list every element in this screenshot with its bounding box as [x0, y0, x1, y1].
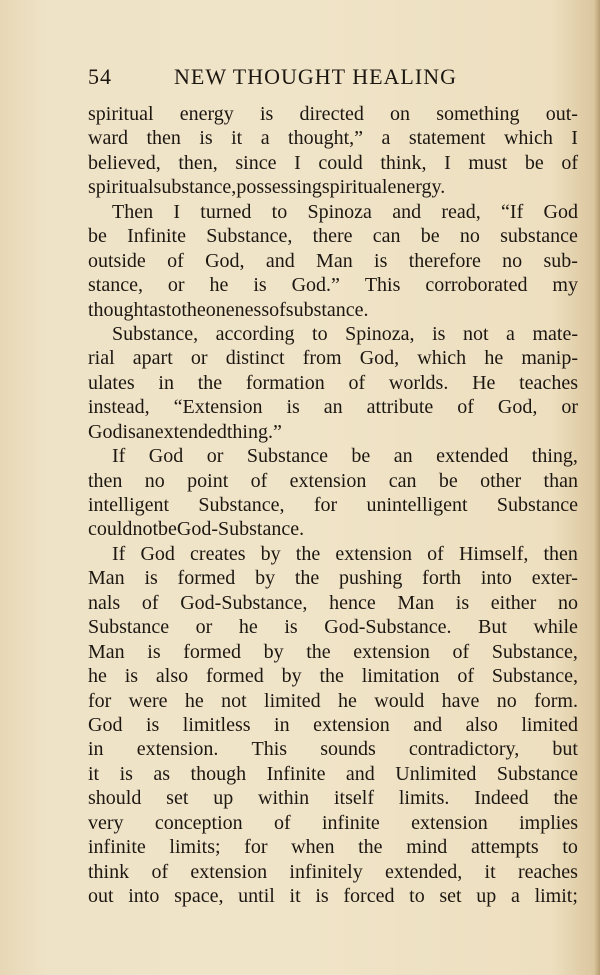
word: Infinite — [266, 762, 326, 785]
word: of — [151, 860, 169, 883]
word: and — [392, 200, 422, 223]
text-line — [88, 542, 578, 566]
word: than — [543, 469, 578, 492]
word: God — [148, 445, 184, 468]
text-line — [88, 126, 578, 150]
word: can — [372, 225, 401, 248]
word: up — [213, 787, 234, 810]
word: limited — [521, 713, 578, 736]
word: is — [432, 322, 446, 345]
word: and — [413, 713, 443, 736]
word: but — [552, 738, 578, 761]
word: reaches — [517, 860, 578, 883]
word: read, — [441, 200, 481, 223]
word: spiritual — [88, 103, 154, 125]
word: and — [265, 249, 295, 272]
word: when — [291, 836, 335, 859]
word: statement — [408, 127, 486, 150]
word: “Extension — [173, 396, 263, 419]
word: the — [295, 542, 321, 565]
text-line — [88, 786, 578, 810]
word: is — [147, 640, 161, 663]
word: or — [190, 347, 208, 370]
page-header — [88, 60, 578, 94]
text-line — [88, 420, 578, 444]
word: God — [88, 713, 123, 736]
word: be — [438, 469, 458, 492]
word: extension — [289, 469, 367, 492]
word: also — [465, 713, 498, 736]
word: limitless — [182, 713, 251, 736]
word: God — [88, 420, 123, 443]
word: Man — [397, 591, 435, 614]
word: Then — [112, 200, 154, 223]
word: outside — [88, 249, 146, 272]
word: then — [543, 542, 578, 565]
word: according — [215, 322, 295, 345]
word: exter- — [531, 567, 578, 590]
word: mate- — [532, 322, 578, 345]
word: Spinoza — [307, 200, 372, 223]
word: up — [476, 885, 497, 907]
word: the — [553, 787, 578, 810]
word: of — [457, 396, 474, 419]
word: spiritual — [321, 176, 388, 199]
word: think, — [380, 151, 427, 174]
word: Man — [88, 640, 125, 663]
word: God-Substance. — [176, 518, 305, 541]
word: is — [284, 616, 298, 639]
word: substance, — [153, 176, 237, 199]
word: must — [468, 151, 508, 174]
word: instead, — [88, 396, 150, 419]
word: rial — [88, 347, 115, 370]
word: not — [462, 322, 489, 345]
word: possessing — [236, 176, 322, 199]
word: to — [165, 298, 182, 321]
text-line — [88, 102, 578, 126]
word: though — [190, 762, 247, 785]
word: to — [312, 322, 328, 345]
word: extension. — [136, 738, 219, 761]
word: thing.” — [226, 420, 282, 443]
word: contradictory, — [408, 738, 520, 761]
word: can — [388, 469, 417, 492]
word: be — [88, 225, 107, 248]
word: formed — [177, 567, 236, 590]
word: a — [510, 885, 520, 907]
word: point — [187, 469, 229, 492]
word: no — [459, 225, 480, 248]
word: to — [409, 885, 425, 907]
word: not — [221, 689, 247, 712]
word: as — [149, 298, 166, 321]
word: therefore — [408, 249, 481, 272]
word: This — [364, 274, 401, 297]
text-line — [88, 322, 578, 346]
word: extended — [436, 445, 509, 468]
word: into — [480, 567, 512, 590]
word: Substance — [496, 762, 578, 785]
word: extended — [154, 420, 227, 443]
text-line — [88, 469, 578, 493]
word: Spinoza, — [345, 322, 415, 345]
word: conception — [154, 811, 243, 834]
word: or — [195, 616, 213, 639]
word: to — [271, 200, 288, 223]
word: is — [286, 396, 300, 419]
word: ulates — [88, 371, 135, 394]
word: But — [478, 616, 507, 639]
word: since — [235, 151, 277, 174]
word: he — [238, 616, 258, 639]
word: Substance — [496, 494, 578, 516]
body-text — [88, 102, 578, 908]
word: attempts — [470, 836, 539, 859]
word: or — [561, 396, 578, 419]
text-line — [88, 395, 578, 419]
word: is — [124, 665, 139, 688]
text-line — [88, 737, 578, 761]
word: energy — [179, 103, 234, 125]
word: think — [88, 860, 130, 883]
word: hence — [329, 591, 376, 614]
text-line — [88, 762, 578, 786]
word: substance. — [285, 298, 369, 321]
word: Indeed — [474, 787, 529, 810]
word: while — [533, 616, 578, 639]
word: corroborated — [425, 274, 528, 297]
word: implies — [519, 811, 578, 834]
word: is — [145, 713, 160, 736]
word: creates — [190, 542, 246, 565]
word: sub- — [543, 249, 578, 272]
word: he — [184, 689, 204, 712]
word: nals — [88, 591, 121, 614]
word: of — [167, 249, 184, 272]
text-line — [88, 835, 578, 859]
word: there — [312, 225, 353, 248]
word: space, — [174, 885, 224, 907]
word: I — [444, 151, 451, 174]
word: and — [345, 762, 375, 785]
word: the — [319, 665, 344, 688]
text-line — [88, 493, 578, 517]
word: he — [338, 689, 357, 712]
word: of — [457, 665, 475, 688]
word: could — [318, 151, 363, 174]
word: be — [351, 445, 371, 468]
text-line — [88, 346, 578, 370]
word: in — [274, 713, 290, 736]
word: Unlimited — [395, 762, 477, 785]
word: or — [167, 274, 185, 297]
word: on — [390, 103, 411, 125]
word: oneness — [205, 298, 270, 321]
word: thing, — [531, 445, 578, 468]
page-edge-shadow — [594, 0, 600, 975]
word: the — [294, 567, 320, 590]
word: sounds — [320, 738, 376, 761]
word: then, — [178, 151, 218, 174]
word: it — [484, 860, 496, 883]
word: could — [88, 518, 133, 541]
text-line — [88, 273, 578, 297]
word: apart — [132, 347, 173, 370]
word: is — [455, 591, 470, 614]
text-line — [88, 615, 578, 639]
word: have — [441, 689, 480, 712]
word: substance — [500, 225, 578, 248]
word: for — [244, 836, 268, 859]
word: to — [562, 836, 578, 859]
word: no — [502, 249, 523, 272]
word: Man — [316, 249, 353, 272]
word: formed — [205, 665, 264, 688]
text-line — [88, 664, 578, 688]
text-line — [88, 860, 578, 884]
word: the — [181, 298, 206, 321]
word: Substance, — [198, 494, 285, 516]
word: by — [255, 567, 276, 590]
text-line — [88, 224, 578, 248]
word: of — [452, 640, 470, 663]
word: manip- — [521, 347, 578, 370]
word: believed, — [88, 151, 161, 174]
running-title: NEW THOUGHT HEALING — [174, 64, 457, 89]
word: into — [128, 885, 160, 907]
word: Substance, — [491, 665, 578, 688]
word: my — [552, 274, 578, 297]
word: thought,” — [288, 127, 364, 150]
word: Infinite — [127, 225, 186, 248]
word: no — [144, 469, 165, 492]
word: pushing — [339, 567, 403, 590]
word: also — [155, 665, 189, 688]
word: is — [259, 103, 274, 125]
word: is — [122, 420, 136, 443]
word: were — [128, 689, 168, 712]
word: be — [420, 225, 440, 248]
word: Substance, — [491, 640, 578, 663]
word: out — [88, 885, 114, 907]
word: Himself, — [458, 542, 529, 565]
word: it — [289, 885, 301, 907]
word: until — [238, 885, 275, 907]
word: mind — [406, 836, 448, 859]
word: he — [88, 665, 107, 688]
word: of — [141, 591, 159, 614]
word: of — [427, 542, 444, 565]
word: which — [417, 347, 467, 370]
text-line — [88, 298, 578, 322]
text-line — [88, 175, 578, 199]
word: the — [197, 371, 223, 394]
word: This — [251, 738, 288, 761]
word: energy. — [387, 176, 446, 199]
text-line — [88, 811, 578, 835]
word: would — [374, 689, 425, 712]
text-line — [88, 689, 578, 713]
word: God — [543, 200, 578, 223]
word: the — [306, 640, 331, 663]
word: extension — [411, 811, 488, 834]
word: by — [263, 640, 284, 663]
word: limited — [264, 689, 321, 712]
word: is — [315, 885, 329, 907]
word: from — [302, 347, 342, 370]
text-line — [88, 591, 578, 615]
word: then — [146, 127, 181, 150]
word: If — [112, 542, 126, 565]
word: Substance — [246, 445, 328, 468]
word: Substance, — [112, 322, 199, 345]
word: limit; — [534, 885, 578, 907]
word: infinite — [322, 811, 380, 834]
word: is — [253, 274, 267, 297]
word: extended, — [385, 860, 463, 883]
word: formed — [183, 640, 241, 663]
word: other — [480, 469, 522, 492]
text-line — [88, 444, 578, 468]
word: I — [571, 127, 578, 150]
word: attribute — [366, 396, 434, 419]
word: of — [269, 298, 286, 321]
word: for — [313, 494, 338, 516]
word: a — [260, 127, 270, 150]
text-line — [88, 884, 578, 908]
word: is — [144, 567, 158, 590]
page-number: 54 — [88, 64, 112, 89]
text-line — [88, 249, 578, 273]
word: in — [88, 738, 104, 761]
word: either — [490, 591, 537, 614]
word: form. — [534, 689, 578, 712]
word: of — [250, 469, 268, 492]
word: itself — [334, 787, 374, 810]
word: is — [119, 762, 133, 785]
word: extension — [335, 542, 413, 565]
word: God, — [359, 347, 400, 370]
word: God-Substance. — [324, 616, 452, 639]
word: formation — [245, 371, 325, 394]
word: limits. — [398, 787, 450, 810]
word: stance, — [88, 274, 143, 297]
word: intelligent — [88, 494, 170, 516]
word: extension — [353, 640, 430, 663]
word: which — [503, 127, 553, 150]
word: of — [273, 811, 291, 834]
word: Man — [88, 567, 125, 590]
word: an — [323, 396, 343, 419]
word: spiritual — [88, 176, 154, 199]
word: an — [135, 420, 155, 443]
word: a — [381, 127, 391, 150]
word: is — [374, 249, 388, 272]
word: in — [158, 371, 174, 394]
word: He — [472, 371, 496, 394]
text-line — [88, 151, 578, 175]
text-line — [88, 517, 578, 541]
word: no — [557, 591, 578, 614]
word: set — [166, 787, 189, 810]
word: is — [199, 127, 213, 150]
word: directed — [299, 103, 364, 125]
word: forth — [422, 567, 462, 590]
word: thought — [88, 298, 150, 321]
text-line — [88, 371, 578, 395]
word: Substance, — [206, 225, 293, 248]
word: infinite — [88, 836, 146, 859]
word: God — [140, 542, 175, 565]
word: ward — [88, 127, 128, 150]
word: be — [524, 151, 544, 174]
word: limits; — [169, 836, 221, 859]
word: of — [561, 151, 578, 174]
word: extension — [190, 860, 268, 883]
word: God, — [205, 249, 245, 272]
word: then — [88, 469, 123, 492]
word: If — [112, 445, 126, 468]
text-line — [88, 566, 578, 590]
word: “If — [501, 200, 524, 223]
word: he — [484, 347, 504, 370]
word: he — [209, 274, 229, 297]
word: no — [496, 689, 517, 712]
word: forced — [343, 885, 395, 907]
word: something — [436, 103, 520, 125]
word: I — [294, 151, 301, 174]
word: God.” — [291, 274, 340, 297]
text-line — [88, 640, 578, 664]
word: within — [258, 787, 310, 810]
word: set — [439, 885, 462, 907]
word: turned — [200, 200, 252, 223]
word: teaches — [519, 371, 578, 394]
word: unintelligent — [366, 494, 468, 516]
word: it — [88, 762, 100, 785]
word: worlds. — [388, 371, 449, 394]
word: limitation — [361, 665, 440, 688]
word: of — [348, 371, 366, 394]
word: God, — [497, 396, 538, 419]
word: I — [173, 200, 181, 223]
word: by — [260, 542, 281, 565]
word: be — [158, 518, 177, 541]
word: very — [88, 811, 124, 834]
word: the — [358, 836, 383, 859]
word: a — [506, 322, 515, 345]
word: Substance — [88, 616, 170, 639]
word: as — [153, 762, 171, 785]
word: infinitely — [289, 860, 363, 883]
word: or — [206, 445, 224, 468]
word: not — [132, 518, 158, 541]
word: out- — [545, 103, 578, 125]
word: an — [393, 445, 413, 468]
text-line — [88, 200, 578, 224]
word: distinct — [225, 347, 285, 370]
word: for — [88, 689, 112, 712]
word: should — [88, 787, 142, 810]
word: extension — [313, 713, 390, 736]
text-line — [88, 713, 578, 737]
word: God-Substance, — [180, 591, 308, 614]
word: by — [281, 665, 302, 688]
word: it — [231, 127, 243, 150]
